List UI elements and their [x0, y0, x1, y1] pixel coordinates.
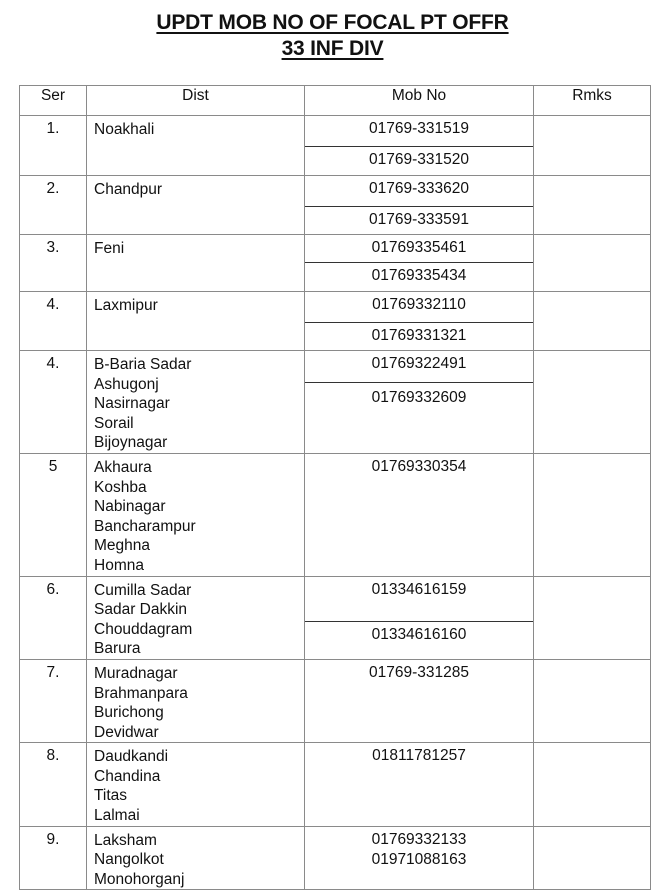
- mobile-number: 01769330354: [371, 457, 467, 475]
- header-mob: Mob No: [305, 86, 534, 116]
- table-row: [20, 351, 651, 454]
- cell-mob: [305, 659, 534, 742]
- cell-ser: 4.: [20, 351, 87, 454]
- cell-rmks: [534, 292, 651, 351]
- district-name: Monohorganj: [94, 870, 185, 888]
- district-name: Brahmanpara: [94, 684, 188, 702]
- mobile-number: 01769335461: [305, 235, 533, 263]
- district-name: Chouddagram: [94, 620, 193, 638]
- mobile-number: 01769332133: [371, 830, 467, 848]
- mobile-number: 01769331321: [371, 327, 467, 344]
- table-row: [20, 826, 651, 890]
- district-name: Barura: [94, 640, 141, 658]
- cell-ser: 5: [20, 453, 87, 576]
- mobile-number: 01769322491: [305, 351, 533, 383]
- cell-mob: [305, 235, 534, 292]
- mobile-number: 01769-333620: [305, 176, 533, 207]
- district-name: Lalmai: [94, 807, 140, 825]
- cell-ser: 1.: [20, 116, 87, 176]
- district-name: Akhaura: [94, 458, 152, 476]
- district-name: Meghna: [94, 537, 151, 555]
- district-name: Devidwar: [94, 723, 159, 741]
- district-name: Feni: [94, 240, 125, 257]
- header-ser: Ser: [20, 86, 87, 116]
- cell-rmks: [534, 743, 651, 826]
- cell-rmks: [534, 176, 651, 235]
- district-name: Sadar Dakkin: [94, 601, 188, 619]
- district-name: Laxmipur: [94, 297, 158, 314]
- district-name: Titas: [94, 787, 128, 805]
- document-subtitle: 33 INF DIV: [281, 37, 384, 60]
- cell-dist: [87, 576, 305, 659]
- header-rmks: Rmks: [534, 86, 651, 116]
- table-row: [20, 116, 651, 176]
- district-name: Laksham: [94, 831, 157, 849]
- district-name: Nabinagar: [94, 498, 166, 516]
- mobile-number: 01769-333591: [369, 211, 469, 228]
- cell-dist: [87, 235, 305, 292]
- focal-point-table: [19, 85, 651, 890]
- mobile-number: 01769335434: [371, 267, 467, 284]
- cell-mob: [305, 826, 534, 890]
- cell-rmks: [534, 116, 651, 176]
- cell-dist: [87, 453, 305, 576]
- table-row: [20, 659, 651, 742]
- mobile-number: 01769-331285: [369, 663, 469, 681]
- cell-mob: [305, 576, 534, 659]
- district-name: Muradnagar: [94, 664, 178, 682]
- cell-dist: [87, 292, 305, 351]
- cell-dist: [87, 351, 305, 454]
- mobile-number: 01769332609: [371, 389, 467, 406]
- district-name: Homna: [94, 556, 144, 574]
- cell-ser: 6.: [20, 576, 87, 659]
- cell-ser: 2.: [20, 176, 87, 235]
- table-row: [20, 453, 651, 576]
- cell-rmks: [534, 453, 651, 576]
- table-row: [20, 292, 651, 351]
- cell-rmks: [534, 826, 651, 890]
- mobile-number: 01971088163: [371, 850, 467, 868]
- mobile-number: 01769332110: [305, 292, 533, 323]
- cell-mob: [305, 453, 534, 576]
- cell-dist: [87, 116, 305, 176]
- district-name: Ashugonj: [94, 375, 159, 393]
- district-name: Cumilla Sadar: [94, 581, 192, 599]
- district-name: Nangolkot: [94, 851, 164, 869]
- district-name: B-Baria Sadar: [94, 356, 192, 373]
- cell-dist: [87, 659, 305, 742]
- cell-ser: 8.: [20, 743, 87, 826]
- district-name: Sorail: [94, 414, 134, 432]
- table-row: [20, 235, 651, 292]
- document-title: UPDT MOB NO OF FOCAL PT OFFR: [156, 11, 509, 34]
- mobile-number: 01769-331520: [369, 151, 469, 168]
- cell-ser: 3.: [20, 235, 87, 292]
- table-header-row: [20, 86, 651, 116]
- district-name: Nasirnagar: [94, 395, 170, 413]
- mobile-number: 01334616160: [371, 625, 467, 643]
- cell-ser: 7.: [20, 659, 87, 742]
- mobile-number: 01769-331519: [305, 116, 533, 147]
- cell-ser: 9.: [20, 826, 87, 890]
- cell-dist: [87, 826, 305, 890]
- cell-mob: [305, 351, 534, 454]
- cell-dist: [87, 743, 305, 826]
- district-name: Chandina: [94, 767, 161, 785]
- cell-ser: 4.: [20, 292, 87, 351]
- cell-mob: [305, 116, 534, 176]
- district-name: Noakhali: [94, 121, 155, 138]
- district-name: Burichong: [94, 704, 164, 722]
- cell-mob: [305, 292, 534, 351]
- table-row: [20, 743, 651, 826]
- district-name: Daudkandi: [94, 748, 169, 766]
- table-row: [20, 176, 651, 235]
- table-row: [20, 576, 651, 659]
- cell-dist: [87, 176, 305, 235]
- cell-rmks: [534, 659, 651, 742]
- cell-rmks: [534, 576, 651, 659]
- cell-rmks: [534, 235, 651, 292]
- cell-rmks: [534, 351, 651, 454]
- cell-mob: [305, 743, 534, 826]
- mobile-number: 01334616159: [305, 577, 533, 622]
- district-name: Bancharampur: [94, 517, 196, 535]
- district-name: Koshba: [94, 478, 147, 496]
- district-name: Bijoynagar: [94, 434, 168, 452]
- header-dist: Dist: [87, 86, 305, 116]
- mobile-number: 01811781257: [372, 747, 466, 765]
- cell-mob: [305, 176, 534, 235]
- district-name: Chandpur: [94, 181, 163, 198]
